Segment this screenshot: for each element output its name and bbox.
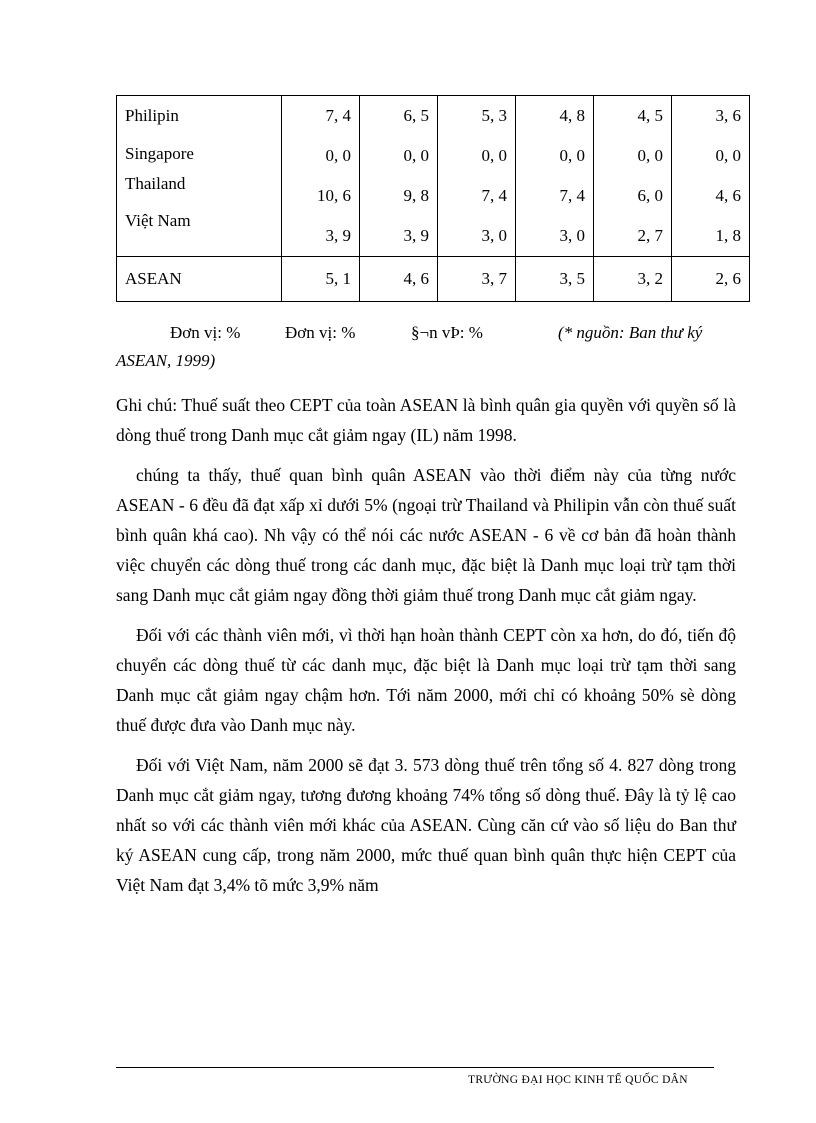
value-column — [282, 96, 360, 257]
table-cell: 0, 0 — [403, 146, 429, 165]
table-row — [117, 96, 750, 257]
table-cell: 3, 9 — [325, 226, 351, 245]
table-cell: 7, 4 — [325, 106, 351, 125]
total-label: ASEAN — [117, 257, 282, 302]
table-cell: 4, 6 — [360, 257, 438, 302]
country-name: Thailand — [125, 174, 186, 193]
country-column — [117, 96, 282, 257]
table-cell: 3, 2 — [594, 257, 672, 302]
table-cell: 5, 1 — [282, 257, 360, 302]
table-cell: 3, 9 — [403, 226, 429, 245]
table-cell: 4, 6 — [715, 186, 741, 205]
table-cell: 1, 8 — [715, 226, 741, 245]
paragraph: Đối với Việt Nam, năm 2000 sẽ đạt 3. 573 dòng thuế trên tổng số 4. 827 dòng trong Danh mục cắt giảm ngay, tương đương khoảng 74% tổng số dòng thuế. Đây là tỷ lệ cao nhất so với các thành viên mới khác của ASEAN. Cùng căn cứ vào số liệu do Ban thư ký ASEAN cung cấp, trong năm 2000, mức thuế quan bình quân thực hiện CEPT của Việt Nam đạt 3,4% tõ mức 3,9% năm — [116, 755, 736, 895]
source-note-continued: ASEAN, 1999) — [116, 351, 216, 370]
table-cell: 2, 6 — [672, 257, 750, 302]
table-cell: 4, 8 — [559, 106, 585, 125]
table-cell: 5, 3 — [481, 106, 507, 125]
value-column — [360, 96, 438, 257]
country-name: Singapore — [125, 144, 194, 163]
value-column — [516, 96, 594, 257]
table-cell: 4, 5 — [637, 106, 663, 125]
table-cell: 7, 4 — [481, 186, 507, 205]
table-caption — [116, 318, 749, 374]
table-total-row — [117, 257, 750, 302]
unit-label: Đơn vị: % — [285, 323, 356, 342]
source-note: (* nguồn: Ban thư ký — [558, 323, 703, 342]
table-cell: 0, 0 — [715, 146, 741, 165]
footer-divider — [116, 1067, 714, 1068]
table-cell: 2, 7 — [637, 226, 663, 245]
tariff-table — [116, 95, 750, 302]
table-cell: 3, 6 — [715, 106, 741, 125]
unit-label: §¬n vÞ: % — [411, 323, 483, 342]
table-cell: 6, 5 — [403, 106, 429, 125]
table-cell: 3, 0 — [481, 226, 507, 245]
table-cell: 7, 4 — [559, 186, 585, 205]
paragraph: Đối với các thành viên mới, vì thời hạn hoàn thành CEPT còn xa hơn, do đó, tiến độ chuyển các dòng thuế từ các danh mục, đặc biệt là Danh mục loại trừ tạm thời sang Danh mục cắt giảm ngay chậm hơn. Tới năm 2000, mới chỉ có khoảng 50% sè dòng thuế được đưa vào Danh mục này. — [116, 625, 736, 735]
table-cell: 0, 0 — [325, 146, 351, 165]
table-cell: 0, 0 — [481, 146, 507, 165]
note-paragraph: Ghi chú: Thuế suất theo CEPT của toàn ASEAN là bình quân gia quyền với quyền số là dòng thuế trong Danh mục cắt giảm ngay (IL) năm 1998. — [116, 395, 736, 445]
paragraph: chúng ta thấy, thuế quan bình quân ASEAN vào thời điểm này của từng nước ASEAN - 6 đều đã đạt xấp xỉ dưới 5% (ngoại trừ Thailand và Philipin vẫn còn thuế suất bình quân khá cao). Nh vậy có thể nói các nước ASEAN - 6 về cơ bản đã hoàn thành việc chuyển các dòng thuế trong các danh mục, đặc biệt là Danh mục loại trừ tạm thời sang Danh mục cắt giảm ngay đồng thời giảm thuế trong Danh mục cắt giảm ngay. — [116, 465, 736, 605]
value-column — [672, 96, 750, 257]
unit-label: Đơn vị: % — [170, 323, 241, 342]
table-cell: 3, 5 — [516, 257, 594, 302]
body-text — [116, 390, 736, 910]
table-cell: 6, 0 — [637, 186, 663, 205]
table-cell: 0, 0 — [559, 146, 585, 165]
country-name: Philipin — [125, 106, 179, 125]
value-column — [594, 96, 672, 257]
table-cell: 3, 7 — [438, 257, 516, 302]
table-cell: 9, 8 — [403, 186, 429, 205]
value-column — [438, 96, 516, 257]
country-name: Việt Nam — [125, 211, 191, 230]
footer-university-name: TRƯỜNG ĐẠI HỌC KINH TẾ QUỐC DÂN — [468, 1074, 688, 1086]
table-cell: 0, 0 — [637, 146, 663, 165]
table-cell: 3, 0 — [559, 226, 585, 245]
table-cell: 10, 6 — [317, 186, 351, 205]
